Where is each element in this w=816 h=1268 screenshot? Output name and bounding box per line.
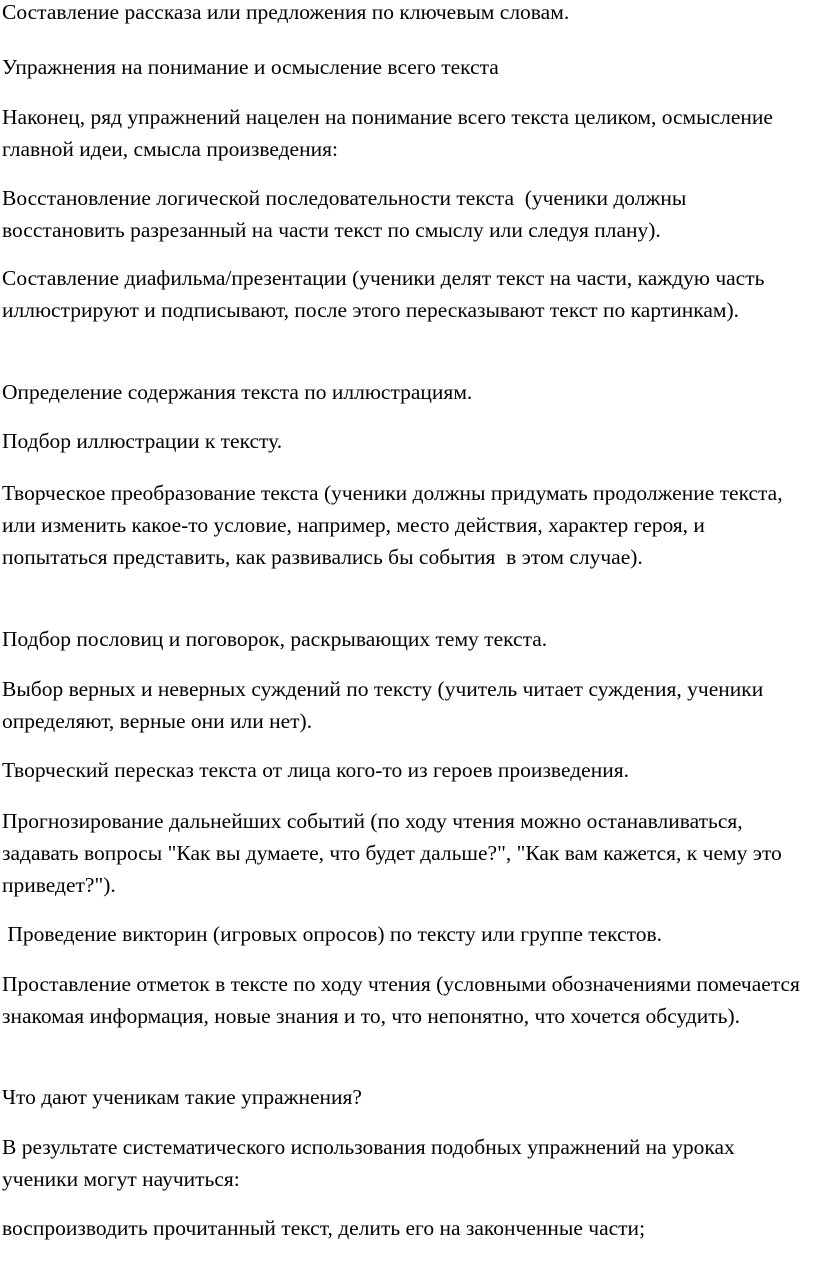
paragraph-keywords-story: Составление рассказа или предложения по ключевым словам. xyxy=(2,0,570,24)
paragraph-proverbs: Подбор пословиц и поговорок, раскрывающих тему текста. xyxy=(2,627,548,651)
paragraph-content-by-illustrations: Определение содержания текста по иллюстрациям. xyxy=(2,380,473,404)
paragraph-question: Что дают ученикам такие упражнения? xyxy=(2,1085,362,1109)
paragraph-section-heading: Упражнения на понимание и осмысление всего текста xyxy=(2,55,499,79)
paragraph-illustration-selection: Подбор иллюстрации к тексту. xyxy=(2,429,283,453)
paragraph-filmstrip: Составление диафильма/презентации (ученики делят текст на части, каждую часть иллюстрируют и подписывают, после этого пересказывают текст по картинкам). xyxy=(2,266,770,322)
paragraph-reproduce: воспроизводить прочитанный текст, делить его на законченные части; xyxy=(2,1216,646,1240)
paragraph-creative-transformation: Творческое преобразование текста (ученики должны придумать продолжение текста, или изменить какое-то условие, например, место действия, характер героя, и попытаться представить, как развивались бы события в этом случае). xyxy=(2,481,788,569)
paragraph-creative-retelling: Творческий пересказ текста от лица кого-то из героев произведения. xyxy=(2,758,629,782)
paragraph-quizzes: Проведение викторин (игровых опросов) по тексту или группе текстов. xyxy=(2,922,663,946)
paragraph-marking: Проставление отметок в тексте по ходу чтения (условными обозначениями помечается знакомая информация, новые знания и то, что непонятно, что хочется обсудить). xyxy=(2,972,806,1028)
paragraph-forecasting: Прогнозирование дальнейших событий (по ходу чтения можно останавливаться, задавать вопросы "Как вы думаете, что будет дальше?", "Как вам кажется, к чему это приведет?"). xyxy=(2,809,788,897)
paragraph-result: В результате систематического использования подобных упражнений на уроках ученики могут научиться: xyxy=(2,1135,746,1191)
paragraph-intro: Наконец, ряд упражнений нацелен на понимание всего текста целиком, осмысление главной идеи, смысла произведения: xyxy=(2,105,779,161)
paragraph-restore-sequence: Восстановление логической последовательности текста (ученики должны восстановить разрезанный на части текст по смыслу или следуя плану). xyxy=(2,186,692,242)
paragraph-true-false: Выбор верных и неверных суждений по тексту (учитель читает суждения, ученики определяют, верные они или нет). xyxy=(2,677,769,733)
